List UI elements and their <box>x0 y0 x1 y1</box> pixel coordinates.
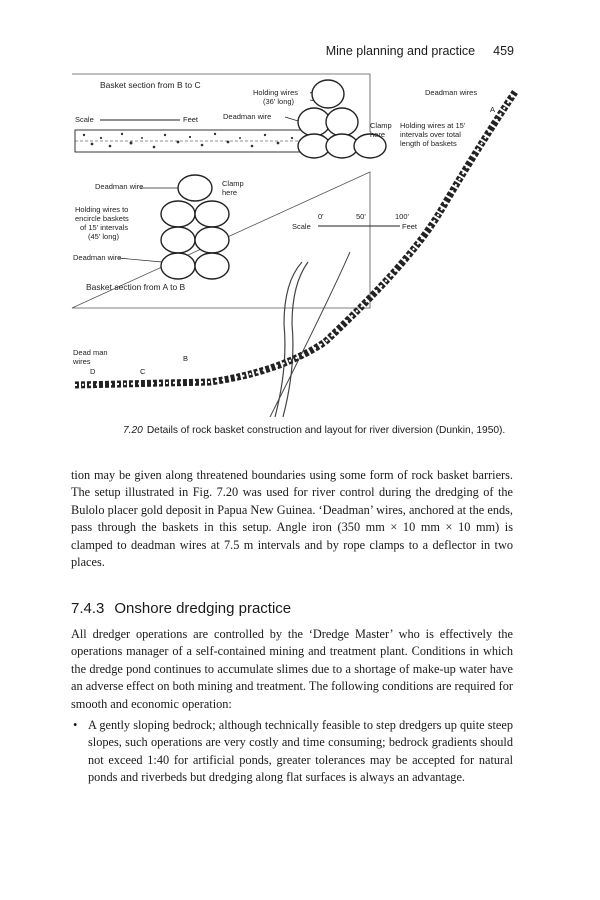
holding-15-label-1: Holding wires at 15' <box>400 121 466 130</box>
scale-big-label: Scale <box>292 222 311 231</box>
section-heading <box>71 600 291 617</box>
paragraph-2: All dredger operations are controlled by the ‘Dredge Master’ who is effectively the operations manager of a self-contained mining and treatment plant. Conditions in which the dredge pond continues to accumulate slimes due to a shortage of make-up water have an adverse effect on both mining and treatment. The following conditions are required for smooth and economic operation: <box>71 627 513 711</box>
caption-text: Details of rock basket construction and layout for river diversion (Dunkin, 1950). <box>146 425 506 436</box>
figure-7-20 <box>70 72 530 417</box>
river-bank-far <box>270 252 350 417</box>
feet-big-label: Feet <box>402 222 418 231</box>
encircle-label-3: of 15' intervals <box>80 223 129 232</box>
deadman-wires-top-label: Deadman wires <box>425 88 478 97</box>
holding-wires-label: Holding wires <box>253 88 299 97</box>
basket-a-to-b-label: Basket section from A to B <box>86 282 186 292</box>
encircle-label-1: Holding wires to <box>75 205 129 214</box>
paragraph-1: tion may be given along threatened boundaries using some form of rock basket barriers. The setup illustrated in Fig. 7.20 was used for river control during the dredging of the Bulolo placer gold deposit in Papua New Guinea. ‘Deadman’ wires, anchored at the ends, pass through the baskets in this setup. Angle iron (350 mm × 10 mm × 10 mm) is clamped to deadman wires at 7.5 m intervals and by rope clamps to a deflector in two places. <box>71 468 513 570</box>
bullet-icon: • <box>73 718 78 732</box>
rock-basket-diagram <box>70 72 530 417</box>
list-item <box>71 717 513 787</box>
running-header <box>326 44 514 58</box>
tick-100-label: 100' <box>395 212 409 221</box>
basket-b-to-c-label: Basket section from B to C <box>100 80 201 90</box>
clamp-here-label: Clamp <box>370 121 392 130</box>
section-number: 7.4.3 <box>71 600 105 617</box>
point-d-label: D <box>90 367 96 376</box>
clamp-left-label-2: here <box>222 188 238 197</box>
deadman-wire-left-label: Deadman wire <box>95 182 144 191</box>
dead-man-label-2: wires <box>73 357 91 366</box>
figure-caption <box>123 424 523 438</box>
tick-0-label: 0' <box>318 212 324 221</box>
tick-50-label: 50' <box>356 212 366 221</box>
list-item-text: A gently sloping bedrock; although technically feasible to step dredgers up quite steep slopes, such operations are very costly and time consuming; bedrock gradients should not exceed 1:40 for artificial ponds, greater tolerances may be accepted for natural ponds and riverbeds but dredging along flat surfaces is always an advantage. <box>88 718 513 785</box>
clamp-left-label: Clamp <box>222 179 244 188</box>
point-a-label: A <box>490 105 496 114</box>
point-c-label: C <box>140 367 146 376</box>
holding-15-label-2: intervals over total <box>400 130 461 139</box>
conditions-list <box>71 717 513 787</box>
feet-small-label: Feet <box>183 115 199 124</box>
basket-stack-top <box>298 80 386 158</box>
point-b-label: B <box>183 354 189 363</box>
clamp-here-label-2: here <box>370 130 386 139</box>
deadman-wire-lower-label: Deadman wire <box>73 253 122 262</box>
holding-wires-length: (36' long) <box>263 97 295 106</box>
page-number: 459 <box>493 44 514 58</box>
dead-man-label-1: Dead man <box>73 348 108 357</box>
encircle-label-4: (45' long) <box>88 232 120 241</box>
river-bank-right <box>283 262 308 417</box>
deadman-wire-mid-label: Deadman wire <box>223 112 272 121</box>
holding-15-label-3: length of baskets <box>400 139 457 148</box>
encircle-label-2: encircle baskets <box>75 214 129 223</box>
basket-stack-left <box>161 175 229 279</box>
scale-small-label: Scale <box>75 115 94 124</box>
caption-number: 7.20 <box>123 425 143 436</box>
section-title: Onshore dredging practice <box>114 600 292 617</box>
running-title: Mine planning and practice <box>325 44 476 58</box>
